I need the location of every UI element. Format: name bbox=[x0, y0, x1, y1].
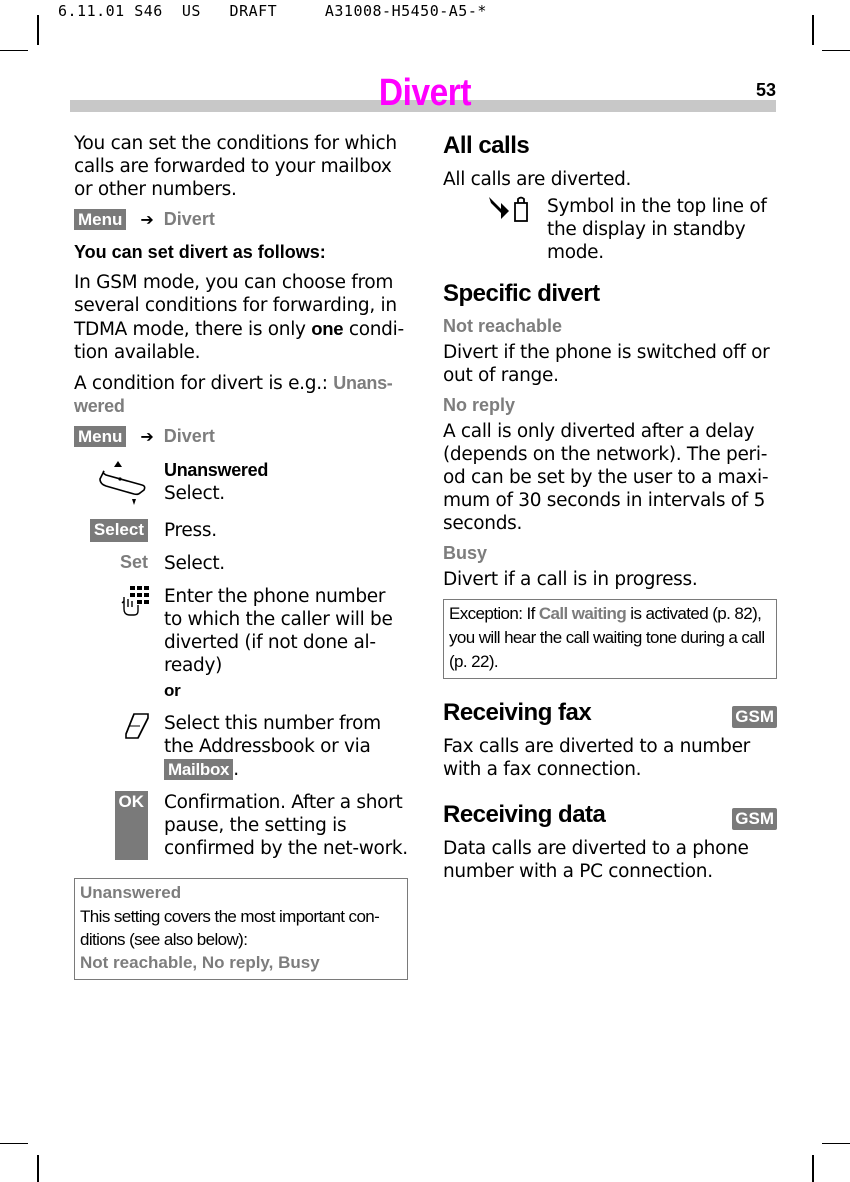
busy-label: Busy bbox=[443, 543, 488, 563]
step-select-unanswered bbox=[74, 459, 408, 509]
note-title: Unanswered bbox=[80, 883, 182, 902]
page-number: 53 bbox=[756, 80, 777, 100]
no-reply-text: A call is only diverted after a delay (depends on the network). The peri-od can be set by the user to a maxi-mum of 30 seconds in intervals of 5 seconds. bbox=[443, 421, 769, 534]
call-waiting-link: Call waiting bbox=[538, 604, 627, 623]
crop-mark bbox=[0, 50, 28, 51]
menu-path bbox=[74, 426, 408, 447]
or-label: or bbox=[164, 681, 181, 700]
step-text: Select this number from the Addressbook or via bbox=[164, 713, 381, 757]
menu-item-divert: Divert bbox=[163, 426, 215, 446]
step-text: Enter the phone number to which the caller will be diverted (if not done al-ready) bbox=[164, 586, 393, 676]
unanswered-note bbox=[74, 878, 408, 980]
crop-mark bbox=[812, 1155, 814, 1182]
set-label: Set bbox=[119, 552, 148, 572]
crop-mark bbox=[37, 1155, 39, 1182]
receiving-data-header bbox=[443, 801, 777, 837]
select-softkey: Select bbox=[90, 519, 148, 542]
emphasis-one: one bbox=[311, 318, 344, 339]
crop-mark bbox=[37, 15, 39, 45]
menu-item-divert: Divert bbox=[163, 209, 215, 229]
receiving-fax-header bbox=[443, 699, 777, 735]
step-enter-number bbox=[74, 585, 408, 702]
busy-text: Divert if a call is in progress. bbox=[443, 569, 698, 590]
navigation-key-icon bbox=[98, 459, 150, 509]
note-text: This setting covers the most important con-ditions (see also below): bbox=[80, 907, 380, 949]
step-text: Press. bbox=[164, 520, 217, 541]
gsm-badge: GSM bbox=[732, 706, 777, 728]
all-calls-text: All calls are diverted. bbox=[443, 169, 632, 190]
all-calls-heading: All calls bbox=[443, 132, 530, 159]
ok-softkey: OK bbox=[115, 791, 149, 860]
unanswered-label: Unanswered bbox=[164, 460, 269, 480]
left-column bbox=[74, 132, 408, 980]
specific-divert-heading: Specific divert bbox=[443, 280, 600, 307]
print-header: 6.11.01 S46 US DRAFT A31008-H5450-A5-* bbox=[58, 2, 487, 20]
crop-mark bbox=[822, 50, 850, 51]
condition-paragraph: A condition for divert is e.g.: Unans-wered bbox=[74, 373, 393, 416]
step-text: Select. bbox=[164, 483, 225, 504]
not-reachable-label: Not reachable bbox=[443, 316, 563, 336]
note-conditions: Not reachable, No reply, Busy bbox=[80, 953, 320, 972]
step-text: Select. bbox=[164, 553, 225, 574]
page-title: Divert bbox=[378, 72, 472, 114]
exception-note: Exception: If Call waiting is activated (p. 82), you will hear the call waiting tone during a call (p. 22). bbox=[443, 599, 777, 679]
unanswered-link: Unans-wered bbox=[74, 373, 393, 416]
mailbox-softkey: Mailbox bbox=[164, 759, 233, 780]
right-column bbox=[443, 132, 777, 891]
step-select-set bbox=[74, 552, 408, 575]
keypad-icon bbox=[120, 585, 150, 619]
menu-softkey: Menu bbox=[74, 209, 126, 230]
crop-mark bbox=[0, 1143, 28, 1144]
menu-path bbox=[74, 209, 408, 230]
receiving-fax-text: Fax calls are diverted to a number with a fax connection. bbox=[443, 736, 750, 780]
step-confirm bbox=[74, 791, 408, 860]
symbol-text: Symbol in the top line of the display in standby mode. bbox=[547, 196, 767, 263]
crop-mark bbox=[812, 15, 814, 45]
addressbook-icon bbox=[124, 712, 150, 740]
crop-mark bbox=[822, 1143, 850, 1144]
not-reachable-text: Divert if the phone is switched off or out of range. bbox=[443, 342, 770, 386]
intro-text: You can set the conditions for which calls are forwarded to your mailbox or other numbers. bbox=[74, 133, 397, 200]
receiving-data-heading: Receiving data bbox=[443, 801, 606, 828]
subheading: You can set divert as follows: bbox=[74, 242, 326, 262]
step-text: Confirmation. After a short pause, the setting is confirmed by the net-work. bbox=[164, 792, 408, 859]
gsm-badge: GSM bbox=[732, 808, 777, 830]
receiving-fax-heading: Receiving fax bbox=[443, 699, 592, 726]
step-select-addressbook: Select this number from the Addressbook or via Mailbox . bbox=[74, 712, 408, 781]
arrow-right-icon: ➔ bbox=[140, 427, 154, 446]
no-reply-label: No reply bbox=[443, 395, 516, 415]
arrow-right-icon: ➔ bbox=[140, 210, 154, 229]
divert-symbol-row bbox=[443, 195, 777, 264]
step-press-select bbox=[74, 519, 408, 542]
menu-softkey: Menu bbox=[74, 426, 126, 447]
divert-symbol-icon bbox=[487, 195, 531, 225]
receiving-data-text: Data calls are diverted to a phone number with a PC connection. bbox=[443, 838, 749, 882]
gsm-paragraph: In GSM mode, you can choose from several conditions for forwarding, in TDMA mode, there is only one condi-tion available. bbox=[74, 272, 404, 363]
